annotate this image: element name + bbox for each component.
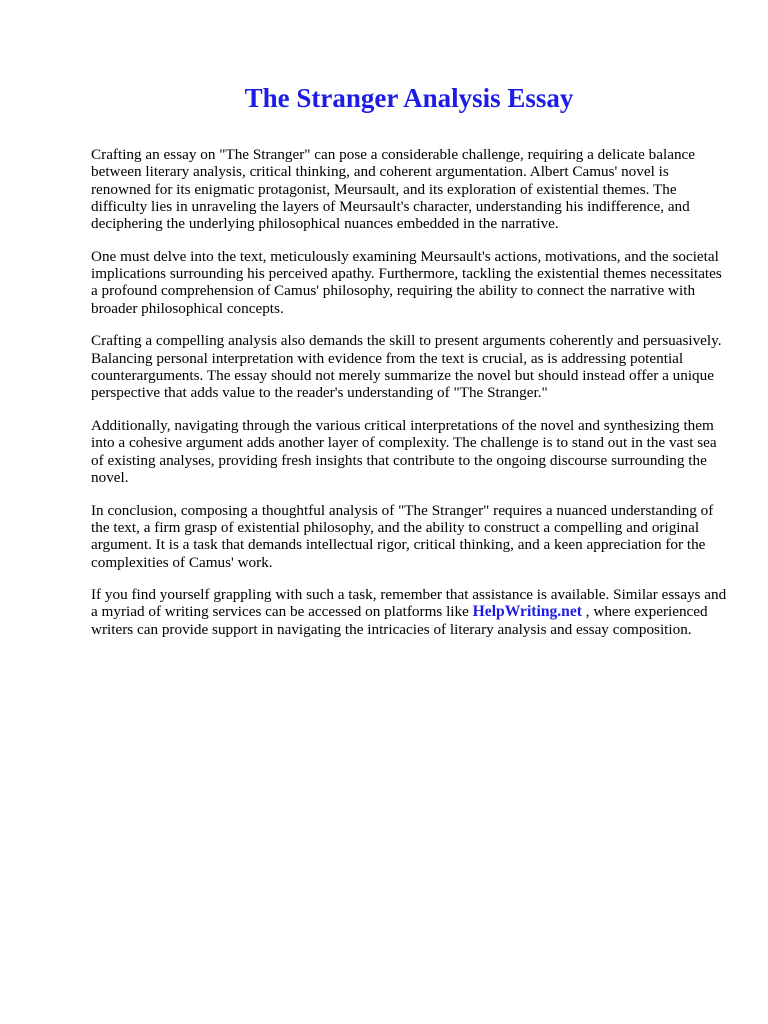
paragraph-2: One must delve into the text, meticulously examining Meursault's actions, motivations, and the societal implications surrounding his perceived apathy. Furthermore, tackling the existential themes necessitates a profound comprehension of Camus' philosophy, requiring the ability to connect the narrative with broader philosophical concepts. <box>91 247 722 317</box>
paragraph-3: Crafting a compelling analysis also demands the skill to present arguments coherently and persuasively. Balancing personal interpretation with evidence from the text is crucial, as is addressing potential counterarguments. The essay should not merely summarize the novel but should instead offer a unique perspective that adds value to the reader's understanding of "The Stranger." <box>91 332 722 402</box>
paragraph-5: In conclusion, composing a thoughtful analysis of "The Stranger" requires a nuanced understanding of the text, a firm grasp of existential philosophy, and the ability to construct a compelling and original argument. It is a task that demands intellectual rigor, critical thinking, and a keen appreciation for the complexities of Camus' work. <box>91 501 714 571</box>
essay-body <box>91 146 731 653</box>
paragraph-1: Crafting an essay on "The Stranger" can pose a considerable challenge, requiring a delicate balance between literary analysis, critical thinking, and coherent argumentation. Albert Camus' novel is renowned for its enigmatic protagonist, Meursault, and its exploration of existential themes. The difficulty lies in unraveling the layers of Meursault's character, understanding his indifference, and deciphering the underlying philosophical nuances embedded in the narrative. <box>91 146 696 233</box>
paragraph-6 <box>91 586 731 638</box>
paragraph-4: Additionally, navigating through the various critical interpretations of the novel and synthesizing them into a cohesive argument adds another layer of complexity. The challenge is to stand out in the vast sea of existing analyses, providing fresh insights that contribute to the ongoing discourse surrounding the novel. <box>91 417 717 486</box>
closing-text-start: If you find yourself grappling with such a task, remember that assistance is available. Similar essays and a myriad of writing services can be accessed on platforms like <box>91 586 727 621</box>
closing-text-end: , where experienced writers can provide support in navigating the intricacies of literary analysis and essay composition. <box>91 603 708 638</box>
helpwriting-link[interactable]: HelpWriting.net <box>472 603 582 621</box>
page-title: The Stranger Analysis Essay <box>244 83 574 113</box>
